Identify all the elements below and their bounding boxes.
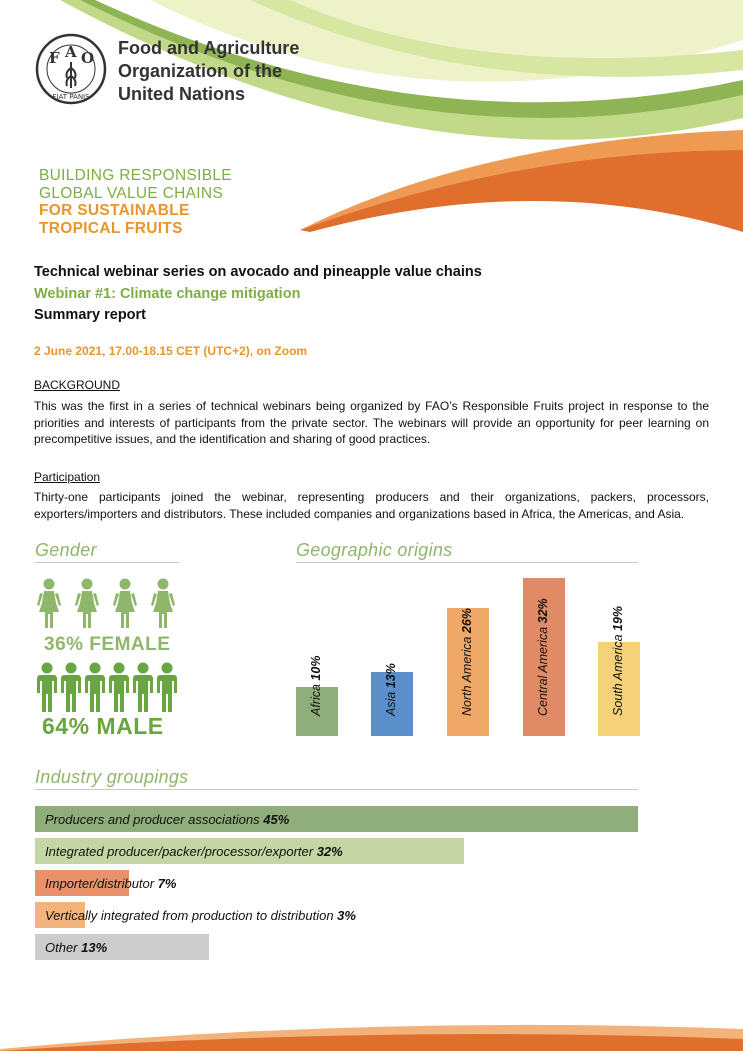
- logo-letter-a: A: [65, 43, 77, 61]
- geo-bar-central-america: [523, 578, 565, 736]
- geographic-origins-heading: Geographic origins: [296, 540, 453, 560]
- industry-label: [45, 908, 356, 923]
- female-person-icon: [75, 579, 99, 629]
- male-person-icon: [109, 663, 129, 713]
- geo-category: Central America: [536, 623, 550, 716]
- organization-name: [118, 37, 299, 106]
- geo-category: Africa: [309, 680, 323, 716]
- geo-category: South America: [611, 631, 625, 716]
- female-person-icon: [113, 579, 137, 629]
- geo-value: 19%: [611, 605, 625, 631]
- male-person-icon: [61, 663, 81, 713]
- industry-heading-rule: [35, 789, 638, 790]
- industry-label: [45, 876, 177, 891]
- gender-heading-rule: [35, 562, 179, 563]
- participation-text: Thirty-one participants joined the webinar, representing producers and their organizations, packers, processors, exporters/importers and distributors. These included companies and organizations based in Africa, the Americas, and Asia.: [34, 490, 709, 521]
- geo-bar-label: [611, 606, 625, 716]
- geo-bar-africa: [296, 655, 338, 736]
- project-title-line-4: TROPICAL FRUITS: [39, 219, 183, 237]
- geo-bar-asia: [371, 663, 413, 736]
- logo-letter-f: F: [49, 49, 60, 67]
- logo-motto: FIAT PANIS: [52, 93, 90, 101]
- fao-logo: [34, 32, 108, 106]
- geo-bar-south-america: [598, 605, 640, 736]
- background-heading: BACKGROUND: [34, 378, 121, 392]
- report-title: Technical webinar series on avocado and pineapple value chains: [34, 264, 482, 280]
- industry-category: Producers and producer associations: [45, 812, 264, 827]
- project-title: [39, 167, 232, 237]
- geo-category: Asia: [384, 688, 398, 716]
- industry-value: 45%: [263, 812, 290, 827]
- industry-category: Vertically integrated from production to distribution: [45, 908, 338, 923]
- project-title-line-1: BUILDING RESPONSIBLE: [39, 167, 232, 184]
- male-person-icon: [133, 663, 153, 713]
- male-person-icon: [37, 663, 57, 713]
- male-person-icon: [157, 663, 177, 713]
- gender-heading: Gender: [35, 540, 97, 560]
- industry-groupings-heading: Industry groupings: [35, 767, 189, 787]
- event-date: 2 June 2021, 17.00-18.15 CET (UTC+2), on Zoom: [34, 344, 308, 358]
- female-percentage: 36% FEMALE: [44, 634, 171, 655]
- project-title-line-3: FOR SUSTAINABLE: [39, 202, 190, 219]
- industry-value: 7%: [157, 876, 177, 891]
- female-icon-row: [35, 578, 185, 630]
- geo-bar-label: [384, 663, 398, 716]
- industry-value: 3%: [337, 908, 356, 923]
- geo-value: 26%: [460, 608, 474, 634]
- geo-bar-label: [536, 598, 550, 716]
- industry-category: Integrated producer/packer/processor/exporter: [45, 844, 317, 859]
- geo-value: 32%: [536, 598, 550, 624]
- org-name-line-3: United Nations: [118, 84, 246, 104]
- industry-category: Other: [45, 940, 82, 955]
- male-percentage: 64% MALE: [42, 713, 164, 739]
- industry-value: 13%: [81, 940, 108, 955]
- industry-label: [45, 844, 343, 859]
- geo-value: 13%: [384, 663, 398, 689]
- industry-category: Importer/distributor: [45, 876, 158, 891]
- female-person-icon: [151, 579, 175, 629]
- male-person-icon: [85, 663, 105, 713]
- industry-label: [45, 812, 289, 827]
- footer-swoosh-graphic: [0, 1015, 743, 1051]
- report-subtitle: Summary report: [34, 307, 147, 323]
- female-person-icon: [37, 579, 61, 629]
- org-name-line-1: Food and Agriculture: [118, 38, 300, 58]
- geographic-origins-chart: [296, 578, 638, 736]
- geo-category: North America: [460, 633, 474, 716]
- org-name-line-2: Organization of the: [118, 61, 282, 81]
- background-text: This was the first in a series of technical webinars being organized by FAO’s Responsible Fruits project in response to the priorities and interests of participants from the private sector. The webinars will provide an opportunity for peer learning on precompetitive issues, and the identification and sharing of good practices.: [34, 399, 709, 446]
- industry-value: 32%: [316, 844, 343, 859]
- geo-bar-label: [309, 656, 323, 716]
- participation-heading: Participation: [34, 470, 101, 484]
- webinar-title: Webinar #1: Climate change mitigation: [34, 286, 301, 302]
- geo-bar-label: [460, 608, 474, 716]
- geo-value: 10%: [309, 655, 323, 681]
- industry-label: [45, 940, 107, 955]
- geo-heading-rule: [296, 562, 638, 563]
- geo-bar-north-america: [447, 608, 489, 736]
- logo-letter-o: O: [81, 49, 95, 67]
- project-title-line-2: GLOBAL VALUE CHAINS: [39, 184, 224, 202]
- male-icon-row: [35, 662, 185, 714]
